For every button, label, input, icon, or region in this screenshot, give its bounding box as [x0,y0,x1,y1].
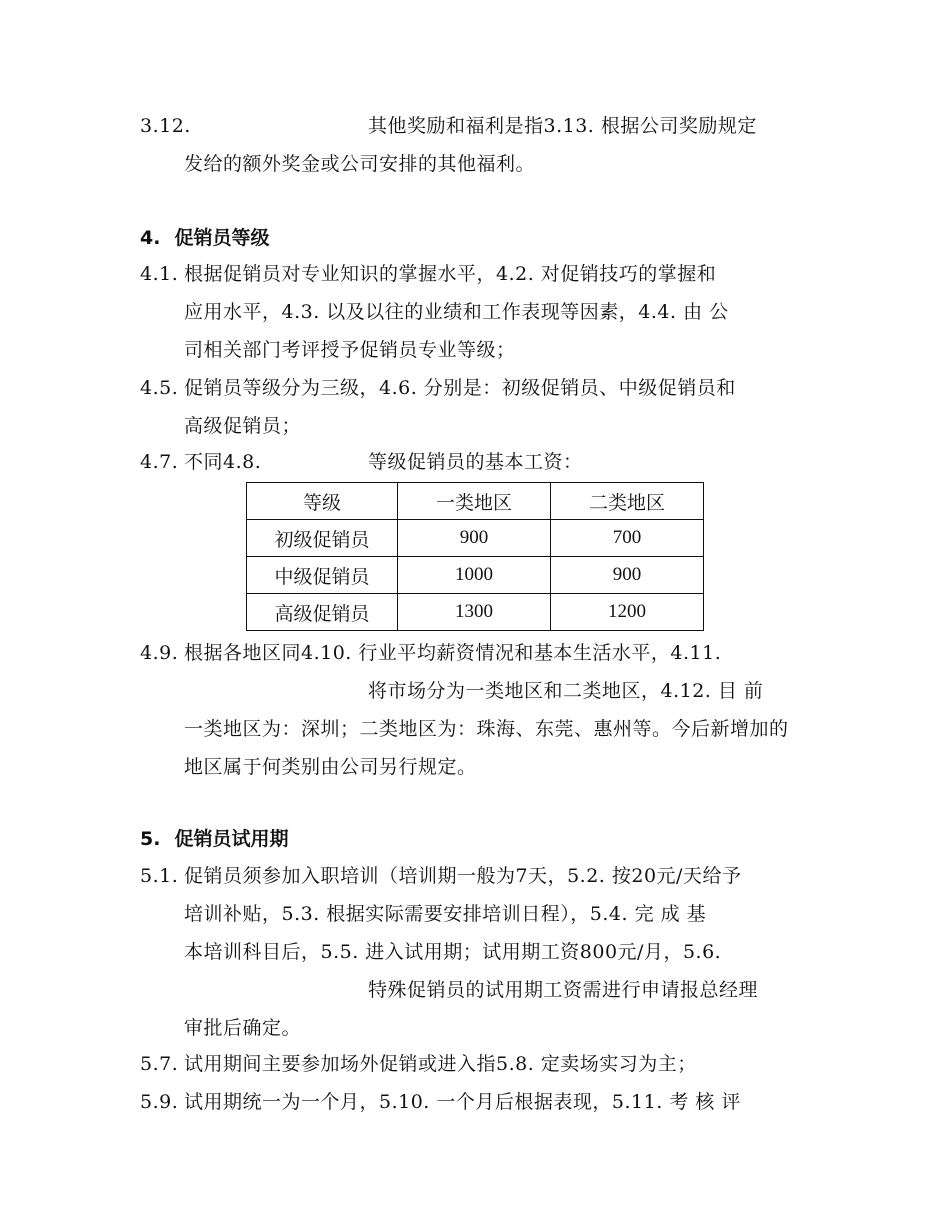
clause-text: 不同4.8. [184,451,262,473]
clause-number: 4.1. [140,263,179,285]
table-cell-level: 高级促销员 [247,594,398,631]
table-cell-region2: 1200 [551,594,704,631]
table-row [247,557,704,594]
table-cell-level: 初级促销员 [247,520,398,557]
clause-text: 等级促销员的基本工资： [368,451,583,473]
table-row [247,520,704,557]
heading-number: 5. [140,828,161,850]
column-header-region2: 二类地区 [551,483,704,520]
clause-text: 特殊促销员的试用期工资需进行申请报总经理 [368,979,759,1001]
clause-number: 4.9. [140,642,179,664]
table-cell-region1: 1000 [398,557,551,594]
clause-number: 5.7. [140,1053,179,1075]
table-cell-region2: 900 [551,557,704,594]
column-header-region1: 一类地区 [398,483,551,520]
clause-text: 促销员等级分为三级，4.6. 分别是：初级促销员、中级促销员和 [184,377,736,399]
heading-number: 4. [140,227,161,249]
clause-text: 发给的额外奖金或公司安排的其他福利。 [184,153,536,175]
clause-text: 应用水平，4.3. 以及以往的业绩和工作表现等因素，4.4. 由 公 [184,301,729,323]
clause-text: 地区属于何类别由公司另行规定。 [184,756,477,778]
clause-text: 根据各地区同4.10. 行业平均薪资情况和基本生活水平，4.11. [184,642,722,664]
clause-text: 促销员须参加入职培训（培训期一般为7天，5.2. 按20元/天给予 [184,865,742,887]
clause-number: 4.5. [140,377,179,399]
heading-title: 促销员等级 [174,227,270,249]
clause-text: 高级促销员； [184,415,302,437]
table-cell-level: 中级促销员 [247,557,398,594]
clause-text: 其他奖励和福利是指3.13. 根据公司奖励规定 [368,115,757,137]
clause-text: 培训补贴，5.3. 根据实际需要安排培训日程），5.4. 完 成 基 [184,903,707,925]
clause-text: 将市场分为一类地区和二类地区，4.12. 目 前 [368,680,764,702]
table-cell-region1: 900 [398,520,551,557]
clause-text: 试用期统一为一个月，5.10. 一个月后根据表现，5.11. 考 核 评 [184,1091,741,1113]
clause-text: 本培训科目后，5.5. 进入试用期；试用期工资800元/月，5.6. [184,941,722,963]
base-salary-table [246,482,704,631]
clause-number: 5.1. [140,865,179,887]
section-heading-5 [140,821,288,857]
clause-number: 5.9. [140,1091,179,1113]
column-header-level: 等级 [247,483,398,520]
table-cell-region1: 1300 [398,594,551,631]
table-header-row [247,483,704,520]
clause-number: 3.12. [140,115,191,137]
clause-text: 根据促销员对专业知识的掌握水平，4.2. 对促销技巧的掌握和 [184,263,717,285]
section-heading-4 [140,220,269,256]
clause-text: 审批后确定。 [184,1017,302,1039]
clause-text: 司相关部门考评授予促销员专业等级； [184,339,516,361]
clause-text: 试用期间主要参加场外促销或进入指5.8. 定卖场实习为主； [184,1053,697,1075]
heading-title: 促销员试用期 [174,828,289,850]
clause-number: 4.7. [140,451,179,473]
table-row [247,594,704,631]
table-cell-region2: 700 [551,520,704,557]
clause-text: 一类地区为：深圳；二类地区为：珠海、东莞、惠州等。今后新增加的 [184,718,789,740]
